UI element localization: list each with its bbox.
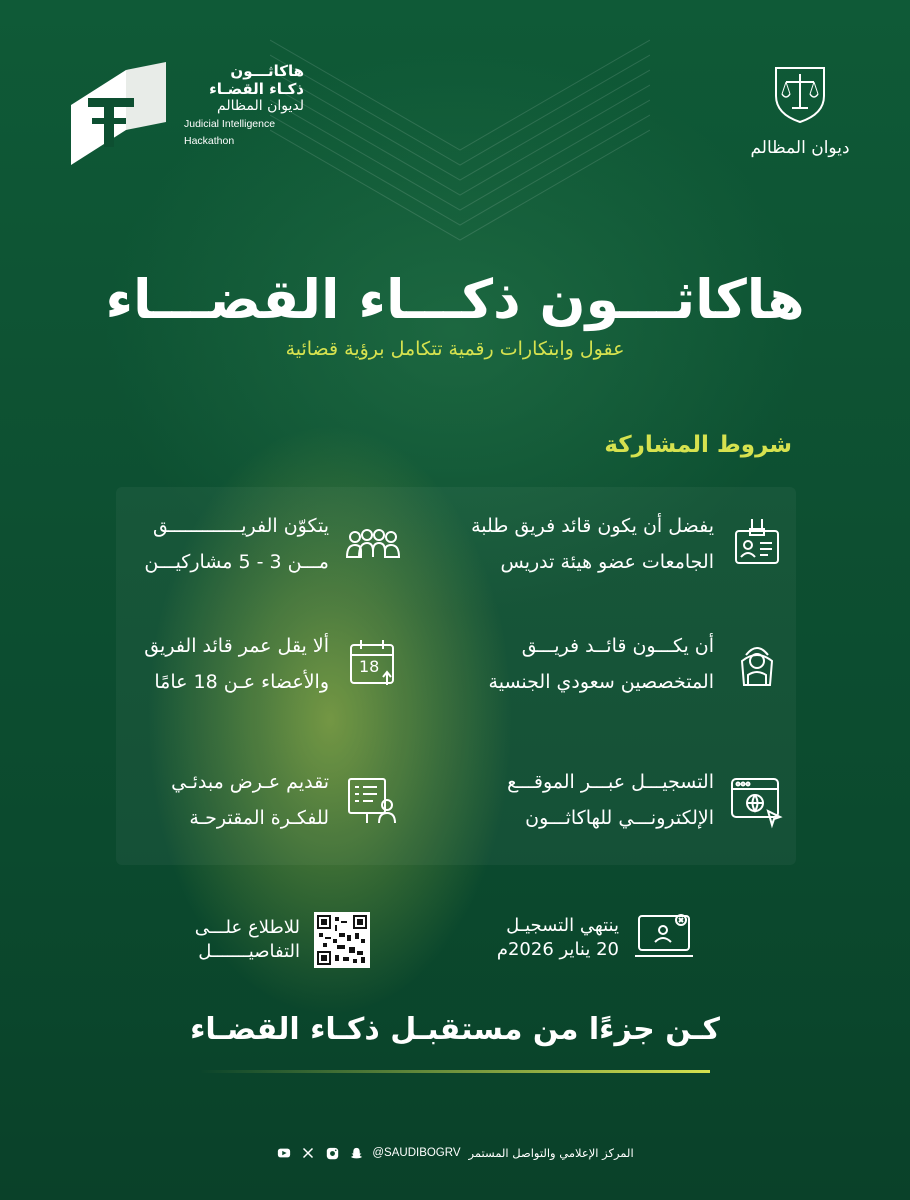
instagram-icon[interactable] — [324, 1145, 340, 1161]
social-handle[interactable]: @SAUDIBOGRV — [372, 1147, 461, 1159]
logo-ar-line2: ذكـاء القضـاء — [209, 80, 304, 98]
chevron-pattern — [270, 30, 650, 250]
page-title: هاكاثـــون ذكـــاء القضـــاء — [105, 268, 805, 331]
slogan: كـن جزءًا من مستقبـل ذكـاء القضـاء — [190, 1012, 720, 1047]
conditions-heading: شروط المشاركة — [604, 432, 792, 458]
scales-emblem-icon — [772, 62, 828, 124]
conditions-panel — [116, 487, 796, 865]
details-qr[interactable] — [195, 912, 370, 968]
board-of-grievances-logo — [750, 62, 850, 172]
presentation-icon — [343, 771, 401, 829]
youtube-icon[interactable] — [276, 1145, 292, 1161]
web-browser-icon — [728, 771, 786, 829]
calendar-number: 18 — [359, 657, 380, 676]
qr-code-icon[interactable] — [314, 912, 370, 968]
logo-en-line2: Hackathon — [184, 135, 235, 147]
condition-item — [171, 755, 401, 845]
logo-ar-line3: لديوان المظالم — [217, 98, 304, 114]
hackathon-mark-icon — [66, 60, 176, 170]
condition-line2: مـــن 3 - 5 مشاركيـــن — [144, 551, 329, 573]
condition-line1: ألا يقل عمر قائد الفريق — [144, 635, 329, 657]
condition-item — [489, 619, 786, 709]
snapchat-icon[interactable] — [348, 1145, 364, 1161]
condition-item — [144, 619, 401, 709]
condition-item — [471, 499, 786, 589]
media-center-name: المركز الإعلامي والتواصل المستمر — [468, 1146, 634, 1160]
slogan-underline — [200, 1070, 710, 1073]
hackathon-logo — [66, 60, 306, 175]
registration-line1: ينتهي التسجيـل — [506, 915, 619, 936]
condition-line1: يفضل أن يكون قائد فريق طلبة — [471, 515, 714, 537]
details-line1: للاطلاع علـــى — [194, 917, 300, 938]
badge-icon — [728, 515, 786, 573]
team-icon — [343, 515, 401, 573]
registration-deadline — [497, 910, 695, 966]
condition-line1: أن يكـــون قائــد فريـــق — [521, 635, 714, 657]
registration-row — [0, 900, 910, 980]
condition-line2: الجامعات عضو هيئة تدريس — [500, 551, 714, 573]
details-line2: التفاصيـــــــل — [198, 941, 300, 962]
board-name-calligraphy: ديوان المظالم — [750, 138, 850, 158]
logo-en-line1: Judicial Intelligence — [184, 118, 276, 130]
condition-item — [144, 499, 401, 589]
logo-ar-line1: هاكاثـــون — [230, 62, 304, 80]
calendar-18-icon — [343, 635, 401, 693]
condition-item — [507, 755, 786, 845]
condition-line2: المتخصصين سعودي الجنسية — [488, 671, 714, 693]
condition-line2: للفكـرة المقترحـة — [189, 807, 329, 829]
saudi-person-icon — [728, 635, 786, 693]
laptop-close-icon — [633, 910, 695, 966]
condition-line1: يتكوّن الفريـــــــــــــق — [153, 515, 329, 537]
x-icon[interactable] — [300, 1145, 316, 1161]
condition-line1: التسجيـــل عبـــر الموقـــع — [507, 771, 714, 793]
condition-line2: الإلكترونـــي للهاكاثـــون — [525, 807, 714, 829]
condition-line1: تقديم عـرض مبدئـي — [171, 771, 329, 793]
footer — [260, 1145, 650, 1161]
page-subtitle: عقول وابتكارات رقمية تتكامل برؤية قضائية — [285, 338, 625, 360]
condition-line2: والأعضاء عـن 18 عامًا — [154, 671, 329, 693]
registration-date: 20 يناير 2026م — [496, 939, 619, 960]
